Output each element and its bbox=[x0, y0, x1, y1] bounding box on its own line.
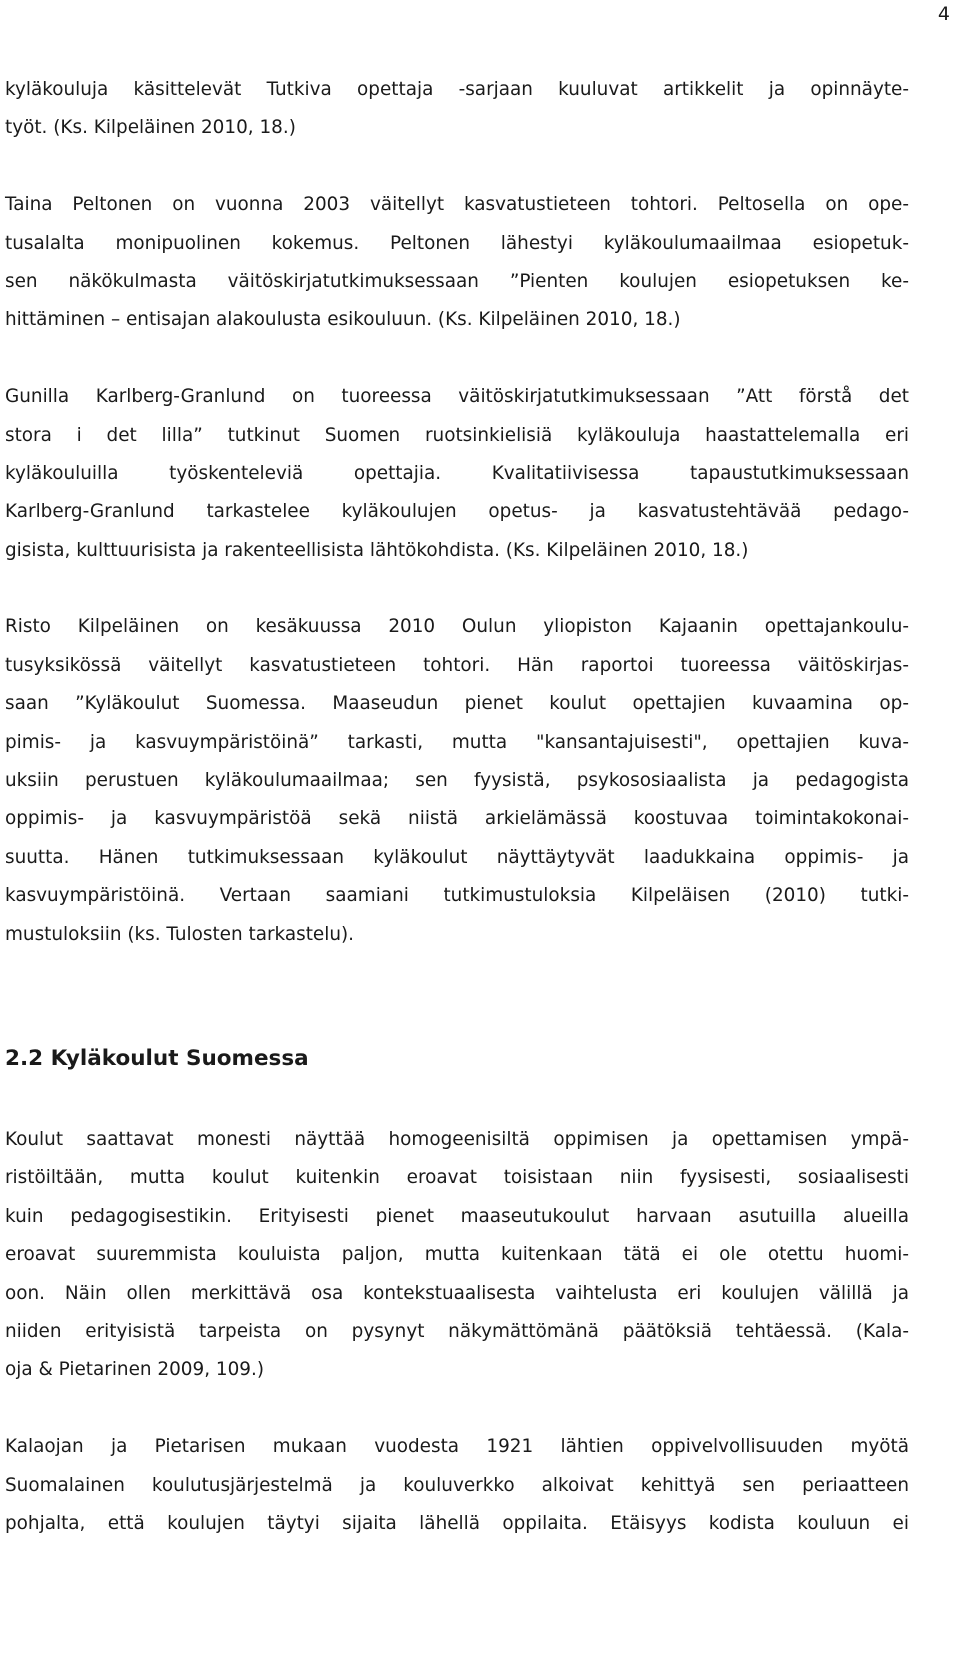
text-line: uksiin perustuen kyläkoulumaailmaa; sen fyysistä, psykososiaalista ja pedagogista bbox=[5, 770, 909, 792]
text-line: työt. (Ks. Kilpeläinen 2010, 18.) bbox=[5, 117, 296, 139]
paragraph-spacer bbox=[0, 1390, 960, 1428]
paragraph-tutkiva-opettaja bbox=[0, 71, 960, 148]
text-line: ristöiltään, mutta koulut kuitenkin eroavat toisistaan niin fyysisesti, sosiaalisesti bbox=[5, 1167, 909, 1189]
paragraph-kilpelainen bbox=[0, 608, 960, 954]
text-line: saan ”Kyläkoulut Suomessa. Maaseudun pienet koulut opettajien kuvaamina op- bbox=[5, 693, 909, 715]
text-line: oja & Pietarinen 2009, 109.) bbox=[5, 1359, 265, 1381]
heading-spacer bbox=[0, 1078, 960, 1121]
text-line: gisista, kulttuurisista ja rakenteellisista lähtökohdista. (Ks. Kilpeläinen 2010, 18.) bbox=[5, 539, 749, 561]
section-heading: 2.2 Kyläkoulut Suomessa bbox=[5, 1045, 309, 1071]
text-line: tusyksikössä väitellyt kasvatustieteen tohtori. Hän raportoi tuoreessa väitöskirjas- bbox=[5, 654, 909, 676]
text-line: kyläkouluilla työskenteleviä opettajia. Kvalitatiivisessa tapaustutkimuksessaan bbox=[5, 462, 909, 484]
text-line: mustuloksiin (ks. Tulosten tarkastelu). bbox=[5, 923, 355, 945]
text-line: Kalaojan ja Pietarisen mukaan vuodesta 1921 lähtien oppivelvollisuuden myötä bbox=[5, 1436, 909, 1458]
text-line: kasvuympäristöinä. Vertaan saamiani tutkimustuloksia Kilpeläisen (2010) tutki- bbox=[5, 885, 909, 907]
paragraph-spacer bbox=[0, 148, 960, 186]
text-line: Taina Peltonen on vuonna 2003 väitellyt kasvatustieteen tohtori. Peltosella on ope- bbox=[5, 194, 909, 216]
text-line: kyläkouluja käsittelevät Tutkiva opettaja -sarjaan kuuluvat artikkelit ja opinnäyte- bbox=[5, 79, 909, 100]
page-number: 4 bbox=[937, 3, 950, 25]
text-line: oppimis- ja kasvuympäristöä sekä niistä arkielämässä koostuvaa toimintakokonai- bbox=[5, 808, 909, 830]
paragraph-peltonen bbox=[0, 186, 960, 340]
text-line: hittäminen – entisajan alakoulusta esikouluun. (Ks. Kilpeläinen 2010, 18.) bbox=[5, 309, 681, 331]
text-line: Risto Kilpeläinen on kesäkuussa 2010 Oulun yliopiston Kajaanin opettajankoulu- bbox=[5, 616, 909, 638]
text-line: niiden erityisistä tarpeista on pysynyt näkymättömänä päätöksiä tehtäessä. (Kala- bbox=[5, 1320, 909, 1342]
text-line: Suomalainen koulutusjärjestelmä ja kouluverkko alkoivat kehittyä sen periaatteen bbox=[5, 1474, 909, 1496]
document-body bbox=[0, 71, 960, 1543]
text-line: pimis- ja kasvuympäristöinä” tarkasti, mutta "kansantajuisesti", opettajien kuva- bbox=[5, 731, 909, 753]
text-line: oon. Näin ollen merkittävä osa kontekstuaalisesta vaihtelusta eri koulujen välillä ja bbox=[5, 1282, 909, 1304]
paragraph-homogeenisuus bbox=[0, 1121, 960, 1390]
text-line: pohjalta, että koulujen täytyi sijaita lähellä oppilaita. Etäisyys kodista kouluun ei bbox=[5, 1512, 909, 1534]
text-line: Koulut saattavat monesti näyttää homogeenisiltä oppimisen ja opettamisen ympä- bbox=[5, 1128, 909, 1150]
text-line: Gunilla Karlberg-Granlund on tuoreessa väitöskirjatutkimuksessaan ”Att förstå det bbox=[5, 386, 909, 408]
text-line: sen näkökulmasta väitöskirjatutkimuksessaan ”Pienten koulujen esiopetuksen ke- bbox=[5, 270, 909, 292]
text-line: Karlberg-Granlund tarkastelee kyläkoulujen opetus- ja kasvatustehtävää pedago- bbox=[5, 501, 909, 523]
paragraph-kalaoja-pietarinen bbox=[0, 1428, 960, 1543]
paragraph-karlberg-granlund bbox=[0, 378, 960, 570]
paragraph-spacer bbox=[0, 570, 960, 608]
text-line: kuin pedagogisestikin. Erityisesti pienet maaseutukoulut harvaan asutuilla alueilla bbox=[5, 1205, 909, 1227]
text-line: suutta. Hänen tutkimuksessaan kyläkoulut näyttäytyvät laadukkaina oppimis- ja bbox=[5, 846, 909, 868]
text-line: stora i det lilla” tutkinut Suomen ruotsinkielisiä kyläkouluja haastattelemalla eri bbox=[5, 424, 909, 446]
text-line: eroavat suuremmista kouluista paljon, mutta kuitenkaan tätä ei ole otettu huomi- bbox=[5, 1244, 909, 1266]
paragraph-spacer bbox=[0, 340, 960, 378]
section-spacer bbox=[0, 954, 960, 1040]
text-line: tusalalta monipuolinen kokemus. Peltonen lähestyi kyläkoulumaailmaa esiopetuk- bbox=[5, 232, 909, 254]
